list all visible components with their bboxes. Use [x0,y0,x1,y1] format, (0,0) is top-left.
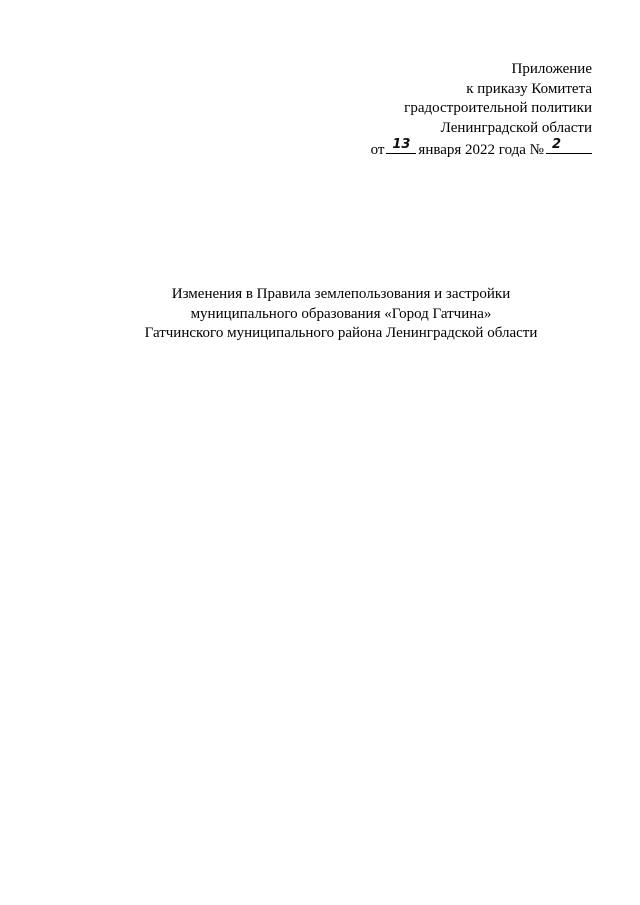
date-prefix: от [370,142,385,158]
handwritten-number: 2 [552,137,562,152]
appendix-line-2: к приказу Комитета [466,80,592,97]
appendix-date-line [272,138,592,161]
title-line-2: муниципального образования «Город Гатчина» [190,305,492,322]
title-line-1: Изменения в Правила землепользования и застройки [171,286,511,302]
date-middle: января 2022 года № [418,142,544,158]
day-blank [386,138,416,154]
title-line-3: Гатчинского муниципального района Ленинградской области [144,325,538,341]
appendix-line-3: градостроительной политики [404,100,592,116]
appendix-header [272,60,592,161]
handwritten-day: 13 [392,137,411,152]
appendix-line-1: Приложение [511,61,592,77]
appendix-line-4: Ленинградской области [440,119,592,136]
number-blank [546,138,592,154]
document-title [0,285,640,344]
